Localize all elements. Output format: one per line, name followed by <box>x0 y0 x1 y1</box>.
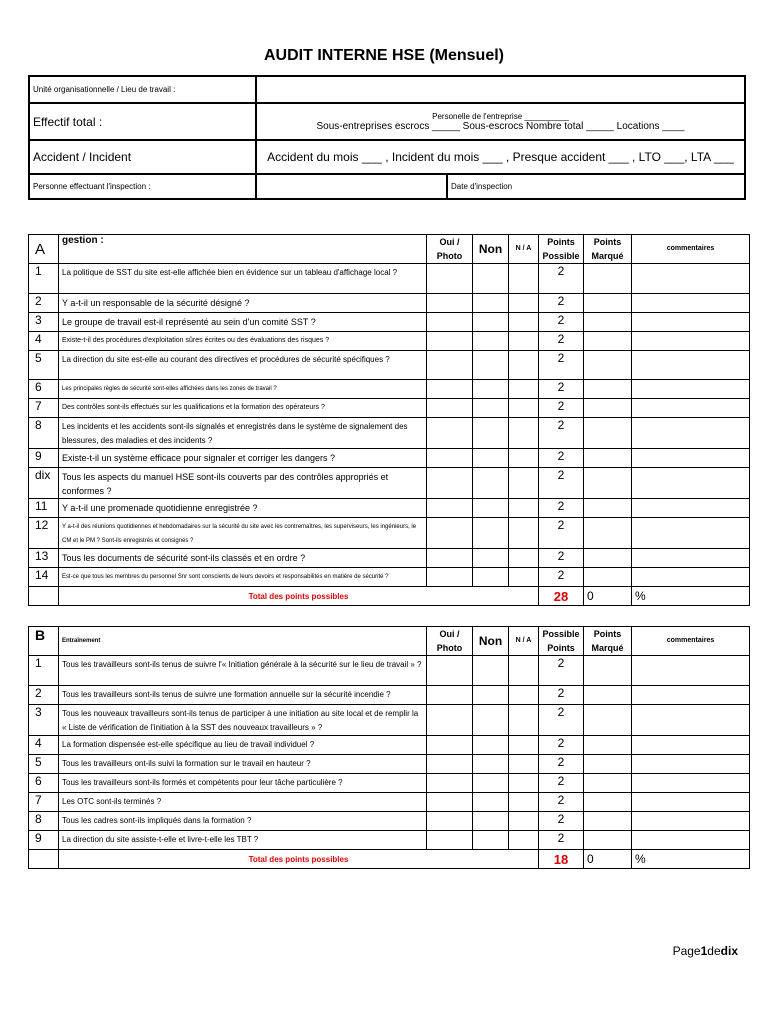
na-cell[interactable] <box>509 755 539 774</box>
points-marque-cell[interactable] <box>584 656 632 686</box>
row-number: 3 <box>29 705 59 736</box>
oui-photo-cell[interactable] <box>427 468 473 499</box>
row-number: 9 <box>29 831 59 850</box>
table-row <box>29 294 750 313</box>
points-marque-cell[interactable] <box>584 449 632 468</box>
na-cell[interactable] <box>509 812 539 831</box>
question-text: La politique de SST du site est-elle affichée bien en évidence sur un tableau d'affichage local ? <box>59 264 427 294</box>
oui-photo-cell[interactable] <box>427 736 473 755</box>
col-na: N / A <box>509 235 539 264</box>
header-info-table <box>28 75 746 200</box>
points-marque-cell[interactable] <box>584 499 632 518</box>
points-marque-cell[interactable] <box>584 332 632 351</box>
oui-photo-cell[interactable] <box>427 755 473 774</box>
points-possible: 2 <box>539 686 584 705</box>
na-cell[interactable] <box>509 351 539 380</box>
na-cell[interactable] <box>509 568 539 587</box>
oui-photo-cell[interactable] <box>427 656 473 686</box>
na-cell[interactable] <box>509 449 539 468</box>
points-possible: 2 <box>539 736 584 755</box>
points-possible: 2 <box>539 418 584 449</box>
na-cell[interactable] <box>509 418 539 449</box>
table-row <box>29 705 750 736</box>
table-row <box>29 774 750 793</box>
points-possible: 2 <box>539 793 584 812</box>
table-row <box>29 499 750 518</box>
row-number: 8 <box>29 418 59 449</box>
points-possible: 2 <box>539 568 584 587</box>
percent-cell[interactable]: % <box>632 587 750 606</box>
question-text: Les incidents et les accidents sont-ils signalés et enregistrés dans le système de signalement des blessures, des maladies et des incidents ? <box>59 418 427 449</box>
page-number <box>673 944 738 958</box>
points-possible: 2 <box>539 499 584 518</box>
question-text: Tous les aspects du manuel HSE sont-ils couverts par des contrôles appropriés et conformes ? <box>59 468 427 499</box>
row-number: 1 <box>29 264 59 294</box>
col-oui-photo: Oui / Photo <box>427 235 473 264</box>
non-cell[interactable] <box>473 774 509 793</box>
row-number: 13 <box>29 549 59 568</box>
table-row <box>29 793 750 812</box>
question-text: Y a-t-il une promenade quotidienne enregistrée ? <box>59 499 427 518</box>
row-number: 14 <box>29 568 59 587</box>
oui-photo-cell[interactable] <box>427 793 473 812</box>
oui-photo-cell[interactable] <box>427 831 473 850</box>
table-row <box>29 332 750 351</box>
non-cell[interactable] <box>473 499 509 518</box>
table-row <box>29 418 750 449</box>
comments-cell[interactable] <box>632 686 750 705</box>
section-a-letter: A <box>29 235 59 264</box>
row-number: 6 <box>29 380 59 399</box>
col-comments: commentaires <box>632 627 750 656</box>
non-cell[interactable] <box>473 449 509 468</box>
comments-cell[interactable] <box>632 831 750 850</box>
accident-field[interactable]: Accident du mois ___ , Incident du mois ___ , Presque accident ___ , LTO ___, LTA ___ <box>256 140 745 174</box>
non-cell[interactable] <box>473 264 509 294</box>
total-points: 18 <box>539 850 584 869</box>
total-blank <box>29 850 59 869</box>
oui-photo-cell[interactable] <box>427 449 473 468</box>
table-row <box>29 755 750 774</box>
col-non: Non <box>473 235 509 264</box>
percent-cell[interactable]: % <box>632 850 750 869</box>
non-cell[interactable] <box>473 656 509 686</box>
row-number: 1 <box>29 656 59 686</box>
points-marque-cell[interactable] <box>584 755 632 774</box>
oui-photo-cell[interactable] <box>427 332 473 351</box>
row-number: 9 <box>29 449 59 468</box>
points-possible: 2 <box>539 468 584 499</box>
row-number: 5 <box>29 351 59 380</box>
col-points-possible: Possible Points <box>539 627 584 656</box>
na-cell[interactable] <box>509 313 539 332</box>
non-cell[interactable] <box>473 705 509 736</box>
table-row <box>29 399 750 418</box>
points-marque-cell[interactable] <box>584 793 632 812</box>
points-marque-cell[interactable] <box>584 831 632 850</box>
points-marque-cell[interactable] <box>584 774 632 793</box>
comments-cell[interactable] <box>632 294 750 313</box>
section-a-table <box>28 234 750 606</box>
row-number: 8 <box>29 812 59 831</box>
na-cell[interactable] <box>509 793 539 812</box>
points-marque-cell[interactable] <box>584 568 632 587</box>
oui-photo-cell[interactable] <box>427 264 473 294</box>
points-possible: 2 <box>539 332 584 351</box>
question-text: Tous les documents de sécurité sont-ils classés et en ordre ? <box>59 549 427 568</box>
question-text: Le groupe de travail est-il représenté au sein d'un comité SST ? <box>59 313 427 332</box>
question-text: Existe-t-il des procédures d'exploitation sûres écrites ou des évaluations des risques ? <box>59 332 427 351</box>
row-number: 11 <box>29 499 59 518</box>
points-marque-cell[interactable] <box>584 399 632 418</box>
points-marque-cell[interactable] <box>584 313 632 332</box>
comments-cell[interactable] <box>632 705 750 736</box>
total-points: 28 <box>539 587 584 606</box>
non-cell[interactable] <box>473 518 509 549</box>
points-possible: 2 <box>539 812 584 831</box>
comments-cell[interactable] <box>632 549 750 568</box>
table-row <box>29 568 750 587</box>
comments-cell[interactable] <box>632 449 750 468</box>
points-possible: 2 <box>539 264 584 294</box>
question-text: Des contrôles sont-ils effectués sur les qualifications et la formation des opérateurs ? <box>59 399 427 418</box>
date-label[interactable]: Date d'inspection <box>447 174 745 199</box>
non-cell[interactable] <box>473 549 509 568</box>
col-non: Non <box>473 627 509 656</box>
question-text: Y a-t-il des réunions quotidiennes et hebdomadaires sur la sécurité du site avec les contremaîtres, les superviseurs, les ingénieurs, le CM et le PM ? Sont-ils enregistrés et consignés ? <box>59 518 427 549</box>
question-text: Tous les travailleurs sont-ils tenus de suivre l'« Initiation générale à la sécurité sur le lieu de travail » ? <box>59 656 427 686</box>
points-possible: 2 <box>539 656 584 686</box>
points-marque-cell[interactable] <box>584 812 632 831</box>
points-marque-cell[interactable] <box>584 294 632 313</box>
non-cell[interactable] <box>473 313 509 332</box>
page-current: 1 <box>700 944 708 958</box>
comments-cell[interactable] <box>632 774 750 793</box>
page-word: Page <box>672 944 701 958</box>
comments-cell[interactable] <box>632 499 750 518</box>
points-possible: 2 <box>539 774 584 793</box>
oui-photo-cell[interactable] <box>427 313 473 332</box>
non-cell[interactable] <box>473 351 509 380</box>
non-cell[interactable] <box>473 332 509 351</box>
na-cell[interactable] <box>509 499 539 518</box>
question-text: La direction du site assiste-t-elle et livre-t-elle les TBT ? <box>59 831 427 850</box>
row-number: 4 <box>29 332 59 351</box>
question-text: Est-ce que tous les membres du personnel Snr sont conscients de leurs devoirs et responsabilités en matière de sécurité ? <box>59 568 427 587</box>
non-cell[interactable] <box>473 686 509 705</box>
points-marque-cell[interactable] <box>584 736 632 755</box>
na-cell[interactable] <box>509 686 539 705</box>
inspector-label: Personne effectuant l'inspection : <box>29 174 256 199</box>
inspector-field[interactable] <box>256 174 447 199</box>
marked-points[interactable]: 0 <box>584 850 632 869</box>
table-row <box>29 549 750 568</box>
table-row <box>29 351 750 380</box>
section-a-title: gestion : <box>59 235 427 264</box>
table-row <box>29 449 750 468</box>
points-possible: 2 <box>539 705 584 736</box>
table-row <box>29 518 750 549</box>
unit-field[interactable] <box>256 76 745 103</box>
non-cell[interactable] <box>473 380 509 399</box>
non-cell[interactable] <box>473 568 509 587</box>
oui-photo-cell[interactable] <box>427 705 473 736</box>
comments-cell[interactable] <box>632 793 750 812</box>
col-oui-photo: Oui / Photo <box>427 627 473 656</box>
question-text: Les principales règles de sécurité sont-elles affichées dans les zones de travail ? <box>59 380 427 399</box>
question-text: La formation dispensée est-elle spécifique au lieu de travail individuel ? <box>59 736 427 755</box>
points-possible: 2 <box>539 399 584 418</box>
table-row <box>29 656 750 686</box>
effectif-field[interactable] <box>256 103 745 140</box>
oui-photo-cell[interactable] <box>427 774 473 793</box>
na-cell[interactable] <box>509 380 539 399</box>
oui-photo-cell[interactable] <box>427 812 473 831</box>
non-cell[interactable] <box>473 399 509 418</box>
oui-photo-cell[interactable] <box>427 418 473 449</box>
comments-cell[interactable] <box>632 313 750 332</box>
table-row <box>29 468 750 499</box>
points-marque-cell[interactable] <box>584 380 632 399</box>
effectif-line2: Sous-entreprises escrocs _____ Sous-escrocs Nombre total _____ Locations ____ <box>316 120 685 132</box>
page-total: dix <box>720 944 738 958</box>
oui-photo-cell[interactable] <box>427 568 473 587</box>
marked-points[interactable]: 0 <box>584 587 632 606</box>
question-text: Tous les travailleurs ont-ils suivi la formation sur le travail en hauteur ? <box>59 755 427 774</box>
points-possible: 2 <box>539 518 584 549</box>
question-text: Tous les cadres sont-ils impliqués dans la formation ? <box>59 812 427 831</box>
col-points-marque: Points Marqué <box>584 235 632 264</box>
oui-photo-cell[interactable] <box>427 380 473 399</box>
points-marque-cell[interactable] <box>584 264 632 294</box>
points-marque-cell[interactable] <box>584 686 632 705</box>
non-cell[interactable] <box>473 418 509 449</box>
table-row <box>29 736 750 755</box>
comments-cell[interactable] <box>632 418 750 449</box>
table-row <box>29 831 750 850</box>
total-label: Total des points possibles <box>59 587 539 606</box>
oui-photo-cell[interactable] <box>427 351 473 380</box>
points-marque-cell[interactable] <box>584 468 632 499</box>
total-blank <box>29 587 59 606</box>
points-possible: 2 <box>539 549 584 568</box>
row-number: dix <box>29 468 59 499</box>
table-row <box>29 686 750 705</box>
na-cell[interactable] <box>509 831 539 850</box>
non-cell[interactable] <box>473 793 509 812</box>
question-text: Tous les travailleurs sont-ils formés et compétents pour leur tâche particulière ? <box>59 774 427 793</box>
row-number: 5 <box>29 755 59 774</box>
comments-cell[interactable] <box>632 518 750 549</box>
col-points-marque: Points Marqué <box>584 627 632 656</box>
table-row <box>29 313 750 332</box>
oui-photo-cell[interactable] <box>427 549 473 568</box>
comments-cell[interactable] <box>632 399 750 418</box>
points-possible: 2 <box>539 294 584 313</box>
oui-photo-cell[interactable] <box>427 499 473 518</box>
na-cell[interactable] <box>509 656 539 686</box>
non-cell[interactable] <box>473 831 509 850</box>
na-cell[interactable] <box>509 332 539 351</box>
points-marque-cell[interactable] <box>584 418 632 449</box>
points-marque-cell[interactable] <box>584 351 632 380</box>
points-marque-cell[interactable] <box>584 549 632 568</box>
points-possible: 2 <box>539 351 584 380</box>
comments-cell[interactable] <box>632 656 750 686</box>
page-title: AUDIT INTERNE HSE (Mensuel) <box>263 47 504 64</box>
points-possible: 2 <box>539 831 584 850</box>
question-text: Y a-t-il un responsable de la sécurité désigné ? <box>59 294 427 313</box>
comments-cell[interactable] <box>632 736 750 755</box>
na-cell[interactable] <box>509 518 539 549</box>
comments-cell[interactable] <box>632 755 750 774</box>
total-label: Total des points possibles <box>59 850 539 869</box>
comments-cell[interactable] <box>632 332 750 351</box>
comments-cell[interactable] <box>632 380 750 399</box>
row-number: 2 <box>29 294 59 313</box>
row-number: 2 <box>29 686 59 705</box>
table-row <box>29 812 750 831</box>
oui-photo-cell[interactable] <box>427 518 473 549</box>
row-number: 7 <box>29 399 59 418</box>
row-number: 7 <box>29 793 59 812</box>
comments-cell[interactable] <box>632 351 750 380</box>
points-possible: 2 <box>539 449 584 468</box>
na-cell[interactable] <box>509 468 539 499</box>
table-row <box>29 264 750 294</box>
non-cell[interactable] <box>473 755 509 774</box>
accident-label: Accident / Incident <box>29 140 256 174</box>
section-b-title: Entraînement <box>59 627 427 656</box>
non-cell[interactable] <box>473 294 509 313</box>
unit-label: Unité organisationnelle / Lieu de travail : <box>29 76 256 103</box>
comments-cell[interactable] <box>632 568 750 587</box>
effectif-line1: Personelle de l'entreprise __________ <box>432 111 569 121</box>
points-possible: 2 <box>539 313 584 332</box>
oui-photo-cell[interactable] <box>427 686 473 705</box>
row-number: 3 <box>29 313 59 332</box>
comments-cell[interactable] <box>632 468 750 499</box>
col-na: N / A <box>509 627 539 656</box>
na-cell[interactable] <box>509 294 539 313</box>
question-text: Tous les nouveaux travailleurs sont-ils tenus de participer à une initiation au site local et de remplir la « Liste de vérification de l'initiation à la SST des nouveaux travailleurs » ? <box>59 705 427 736</box>
comments-cell[interactable] <box>632 264 750 294</box>
question-text: Existe-t-il un système efficace pour signaler et corriger les dangers ? <box>59 449 427 468</box>
section-b-letter: B <box>29 627 59 656</box>
na-cell[interactable] <box>509 549 539 568</box>
non-cell[interactable] <box>473 812 509 831</box>
table-row <box>29 380 750 399</box>
section-b-table <box>28 626 750 869</box>
na-cell[interactable] <box>509 264 539 294</box>
oui-photo-cell[interactable] <box>427 399 473 418</box>
effectif-label: Effectif total : <box>29 103 256 140</box>
na-cell[interactable] <box>509 774 539 793</box>
oui-photo-cell[interactable] <box>427 294 473 313</box>
row-number: 4 <box>29 736 59 755</box>
points-marque-cell[interactable] <box>584 518 632 549</box>
na-cell[interactable] <box>509 736 539 755</box>
points-possible: 2 <box>539 755 584 774</box>
question-text: Les OTC sont-ils terminés ? <box>59 793 427 812</box>
comments-cell[interactable] <box>632 812 750 831</box>
row-number: 12 <box>29 518 59 549</box>
row-number: 6 <box>29 774 59 793</box>
na-cell[interactable] <box>509 705 539 736</box>
non-cell[interactable] <box>473 468 509 499</box>
col-points-possible: Points Possible <box>539 235 584 264</box>
of-word: de <box>707 944 721 958</box>
points-possible: 2 <box>539 380 584 399</box>
question-text: Tous les travailleurs sont-ils tenus de suivre une formation annuelle sur la sécurité incendie ? <box>59 686 427 705</box>
na-cell[interactable] <box>509 399 539 418</box>
points-marque-cell[interactable] <box>584 705 632 736</box>
question-text: La direction du site est-elle au courant des directives et procédures de sécurité spécifiques ? <box>59 351 427 380</box>
col-comments: commentaires <box>632 235 750 264</box>
non-cell[interactable] <box>473 736 509 755</box>
